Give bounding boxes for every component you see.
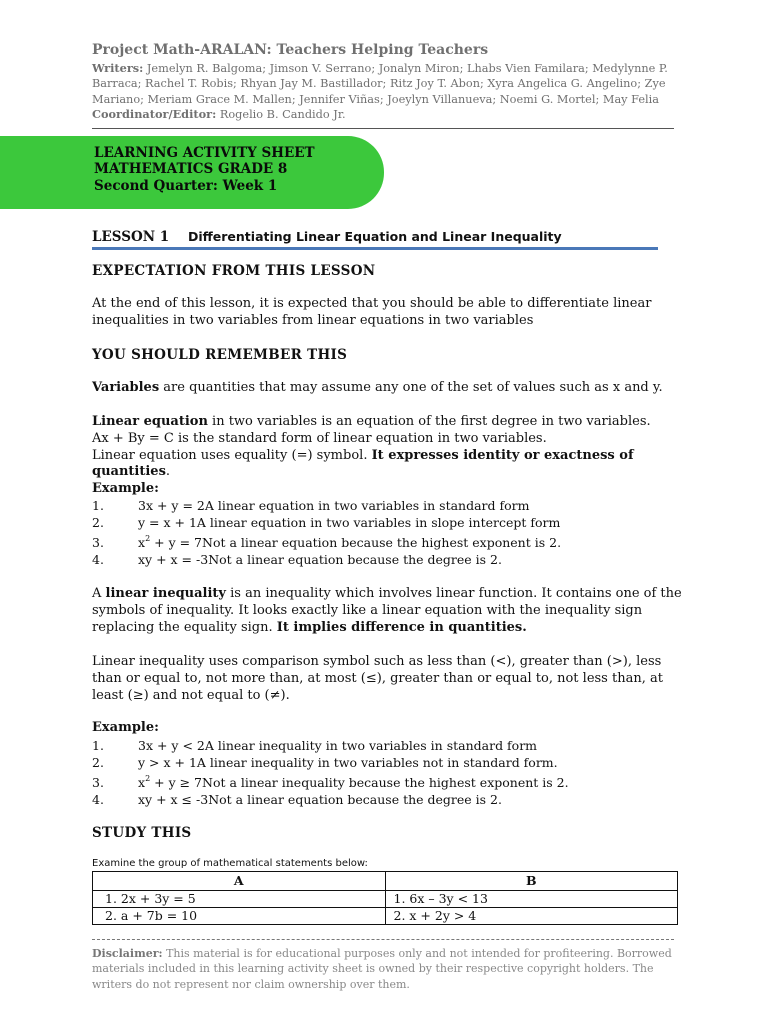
disclaimer-label: Disclaimer: bbox=[92, 947, 163, 960]
linear-equation-term: Linear equation bbox=[92, 414, 208, 429]
example-label-2: Example: bbox=[92, 720, 159, 735]
column-b-header: B bbox=[385, 872, 678, 891]
list-item: 1. 3x + y = 2A linear equation in two variables in standard form bbox=[92, 498, 530, 513]
table-row bbox=[93, 891, 678, 908]
header-divider bbox=[92, 128, 674, 129]
study-heading: STUDY THIS bbox=[92, 825, 192, 841]
statements-table bbox=[92, 871, 678, 925]
linear-inequality-term: linear inequality bbox=[105, 586, 226, 601]
variables-definition bbox=[92, 380, 682, 397]
linear-equation-text: in two variables is an equation of the first degree in two variables. bbox=[207, 414, 651, 429]
expectation-heading: EXPECTATION FROM THIS LESSON bbox=[92, 263, 376, 279]
banner-line-3: Second Quarter: Week 1 bbox=[94, 177, 278, 194]
writers-credits bbox=[92, 61, 682, 122]
banner-line-2: MATHEMATICS GRADE 8 bbox=[94, 161, 288, 178]
project-title: Project Math-ARALAN: Teachers Helping Teachers bbox=[92, 42, 489, 58]
example-list-2 bbox=[92, 737, 682, 808]
table-cell-a: 1. 2x + 3y = 5 bbox=[93, 891, 386, 908]
table-cell-a: 2. a + 7b = 10 bbox=[93, 908, 386, 925]
writers-label: Writers: bbox=[92, 61, 144, 75]
column-a-header: A bbox=[93, 872, 386, 891]
equality-emphasis: It expresses identity or exactness of quantities bbox=[92, 447, 634, 480]
table-cell-b: 1. 6x – 3y < 13 bbox=[385, 891, 678, 908]
list-item: 1. 3x + y < 2A linear inequality in two variables in standard form bbox=[92, 738, 538, 753]
comparison-symbols-text: Linear inequality uses comparison symbol such as less than (<), greater than (>), less than or equal to, not more than, at most (≤), greater than or equal to, not less than, at least (≥) and not equal to (≠). bbox=[92, 654, 663, 703]
list-item: 2. y > x + 1A linear inequality in two variables not in standard form. bbox=[92, 755, 558, 771]
lesson-number: LESSON 1 bbox=[92, 229, 170, 245]
list-item: 3. $x^2 + y = 7Not$ a linear equation because the highest exponent is 2. bbox=[92, 533, 562, 550]
coordinator-name: Rogelio B. Candido Jr. bbox=[216, 107, 346, 121]
variables-term: Variables bbox=[92, 380, 160, 395]
list-item: 3. $x^2 + y \ge 7Not$ a linear inequality because the highest exponent is 2. bbox=[92, 773, 569, 790]
lesson-heading bbox=[92, 229, 562, 245]
list-item: 4. xy + x ≤ -3Not a linear equation because the degree is 2. bbox=[92, 791, 502, 807]
equality-line: Linear equation uses equality (=) symbol. It expresses identity or exactness of quantities. bbox=[92, 447, 634, 480]
lesson-title: Differentiating Linear Equation and Linear Inequality bbox=[188, 229, 562, 244]
banner-text bbox=[94, 145, 315, 194]
footer-divider bbox=[92, 939, 674, 940]
list-item: 2. y = x + 1A linear equation in two variables in slope intercept form bbox=[92, 515, 561, 531]
banner-line-1: LEARNING ACTIVITY SHEET bbox=[94, 145, 315, 161]
example-list-1 bbox=[92, 497, 682, 568]
study-caption: Examine the group of mathematical statements below: bbox=[92, 858, 368, 869]
coordinator-label: Coordinator/Editor: bbox=[92, 106, 217, 121]
lesson-underline bbox=[92, 247, 658, 250]
inequality-emphasis: It implies difference in quantities. bbox=[276, 619, 527, 635]
standard-form-text: Ax + By = C is the standard form of linear equation in two variables. bbox=[92, 430, 547, 446]
disclaimer-text: This material is for educational purposes only and not intended for profiteering. Borrowed materials included in this learning activity sheet is owned by their respective copyright holders. The writers do not represent nor claim ownership over them. bbox=[92, 947, 672, 991]
writers-names: Jemelyn R. Balgoma; Jimson V. Serrano; Jonalyn Miron; Lhabs Vien Familara; Medylynne P. Barraca; Rachel T. Robis; Rhyan Jay M. Bastillador; Ritz Joy T. Abon; Xyra Angelica G. Angelino; Zye Mariano; Meriam Grace M. Mallen; Jennifer Viñas; Joeylyn Villanueva; Noemi G. Mortel; May Felia bbox=[92, 62, 668, 106]
variables-text: are quantities that may assume any one of the set of values such as x and y. bbox=[159, 380, 663, 395]
table-cell-b: 2. x + 2y > 4 bbox=[385, 908, 678, 925]
example-label-1: Example: bbox=[92, 481, 159, 496]
expectation-text: At the end of this lesson, it is expected that you should be able to differentiate linear inequalities in two variables from linear equations in two variables bbox=[92, 296, 652, 328]
table-row bbox=[93, 908, 678, 925]
linear-equation-definition bbox=[92, 414, 682, 481]
linear-inequality-definition: A linear inequality is an inequality which involves linear function. It contains one of the symbols of inequality. It looks exactly like a linear equation with the inequality sign replacing the equality sign. It implies difference in quantities. bbox=[92, 586, 682, 635]
disclaimer bbox=[92, 946, 682, 992]
remember-heading: YOU SHOULD REMEMBER THIS bbox=[92, 347, 348, 363]
list-item: 4. xy + x = -3Not a linear equation because the degree is 2. bbox=[92, 551, 502, 567]
